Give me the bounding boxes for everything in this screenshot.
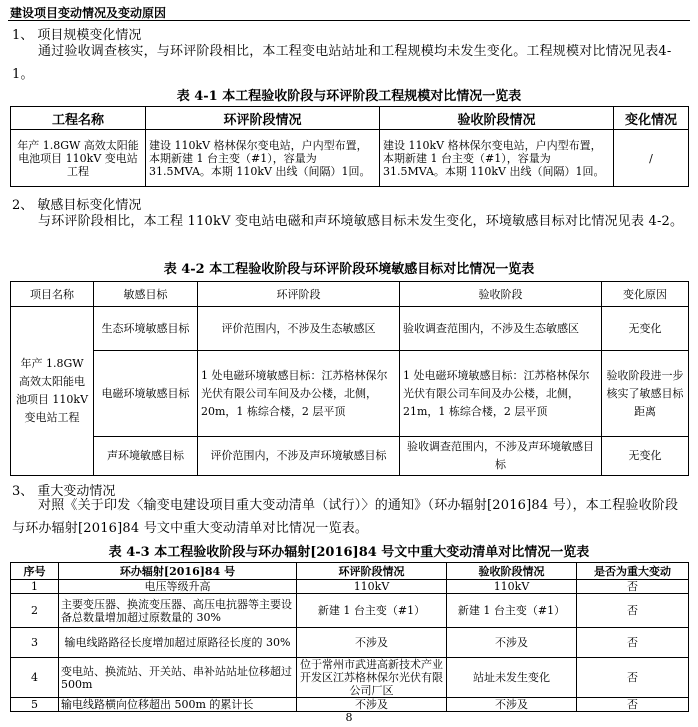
table-row [11, 307, 689, 351]
table2-header-target: 敏感目标 [94, 282, 198, 307]
table1-cell-name: 年产 1.8GW 高效太阳能电池项目 110kV 变电站工程 [11, 130, 146, 187]
table3-cell-eia: 不涉及 [297, 628, 447, 658]
table3-cell-no: 1 [11, 580, 59, 594]
table2-cell-target: 电磁环境敏感目标 [94, 351, 198, 437]
table3-cell-no: 4 [11, 658, 59, 698]
table3-header-no: 序号 [11, 563, 59, 580]
table3-header-major: 是否为重大变动 [577, 563, 689, 580]
table3-caption: 表 4-3 本工程验收阶段与环办辐射[2016]84 号文中重大变动清单对比情况一览表 [108, 545, 590, 560]
section2-heading: 2、 敏感目标变化情况 [12, 198, 142, 213]
table3-cell-item: 输电线路横向位移超出 500m 的累计长 [59, 698, 297, 712]
table-row [11, 580, 689, 594]
table3-cell-no: 3 [11, 628, 59, 658]
table2-header-eia: 环评阶段 [198, 282, 400, 307]
section1-heading: 1、 项目规模变化情况 [12, 28, 142, 43]
table3-cell-acceptance: 站址未发生变化 [447, 658, 577, 698]
table-row [11, 437, 689, 476]
table2-header-reason: 变化原因 [602, 282, 689, 307]
table2-cell-reason: 验收阶段进一步核实了敏感目标距离 [602, 351, 689, 437]
table2-cell-eia: 评价范围内，不涉及生态敏感区 [198, 307, 400, 351]
table-4-2 [10, 281, 689, 476]
table3-cell-major: 否 [577, 594, 689, 628]
table3-cell-acceptance: 不涉及 [447, 628, 577, 658]
table-4-3 [10, 562, 689, 712]
table-row [11, 658, 689, 698]
table3-header-acceptance: 验收阶段情况 [447, 563, 577, 580]
table3-cell-acceptance: 不涉及 [447, 698, 577, 712]
section3-heading: 3、 重大变动情况 [12, 484, 116, 499]
table3-cell-major: 否 [577, 698, 689, 712]
table2-cell-reason: 无变化 [602, 437, 689, 476]
table3-cell-major: 否 [577, 580, 689, 594]
table-row [11, 628, 689, 658]
table3-cell-item: 电压等级升高 [59, 580, 297, 594]
table1-header-acceptance: 验收阶段情况 [380, 107, 614, 130]
table3-header-eia: 环评阶段情况 [297, 563, 447, 580]
table3-cell-item: 输电线路路径长度增加超过原路径长度的 30% [59, 628, 297, 658]
table2-cell-project: 年产 1.8GW 高效太阳能电池项目 110kV 变电站工程 [11, 307, 94, 476]
table3-cell-eia: 位于常州市武进高新技术产业开发区江苏格林保尔光伏有限公司厂区 [297, 658, 447, 698]
table1-header-name: 工程名称 [11, 107, 146, 130]
table3-header-item: 环办辐射[2016]84 号 [59, 563, 297, 580]
table3-cell-major: 否 [577, 658, 689, 698]
table-row [11, 594, 689, 628]
table2-cell-eia: 1 处电磁环境敏感目标：江苏格林保尔光伏有限公司车间及办公楼，北侧，20m，1 栋综合楼，2 层平顶 [198, 351, 400, 437]
table1-header-eia: 环评阶段情况 [146, 107, 380, 130]
table2-cell-target: 生态环境敏感目标 [94, 307, 198, 351]
table1-header-change: 变化情况 [614, 107, 689, 130]
table2-cell-target: 声环境敏感目标 [94, 437, 198, 476]
table-row [11, 351, 689, 437]
table3-cell-eia: 110kV [297, 580, 447, 594]
section1-paragraph: 通过验收调查核实，与环评阶段相比，本工程变电站站址和工程规模均未发生变化。工程规模对比情况见表4-1。 [12, 44, 672, 82]
header-rule [8, 20, 690, 21]
table2-cell-reason: 无变化 [602, 307, 689, 351]
table1-caption: 表 4-1 本工程验收阶段与环评阶段工程规模对比情况一览表 [176, 89, 522, 104]
table1-cell-eia: 建设 110kV 格林保尔变电站，户内型布置，本期新建 1 台主变（#1），容量为31.5MVA。本期 110kV 出线（间隔）1回。 [146, 130, 380, 187]
table2-caption: 表 4-2 本工程验收阶段与环评阶段环境敏感目标对比情况一览表 [163, 262, 535, 277]
table-row [11, 130, 689, 187]
table2-cell-eia: 评价范围内，不涉及声环境敏感目标 [198, 437, 400, 476]
table-4-1 [10, 106, 689, 187]
table2-cell-acceptance: 验收调查范围内，不涉及生态敏感区 [400, 307, 602, 351]
table-row [11, 698, 689, 712]
table3-cell-major: 否 [577, 628, 689, 658]
table1-cell-change: / [614, 130, 689, 187]
table3-cell-no: 2 [11, 594, 59, 628]
table3-cell-eia: 新建 1 台主变（#1） [297, 594, 447, 628]
page-header-title: 建设项目变动情况及变动原因 [10, 6, 167, 20]
page-number: 8 [345, 711, 353, 724]
table3-cell-no: 5 [11, 698, 59, 712]
table3-cell-acceptance: 新建 1 台主变（#1） [447, 594, 577, 628]
table3-cell-item: 主要变压器、换流变压器、高压电抗器等主要设备总数量增加超过原数量的 30% [59, 594, 297, 628]
section2-paragraph: 与环评阶段相比，本工程 110kV 变电站电磁和声环境敏感目标未发生变化，环境敏感目标对比情况见表 4-2。 [38, 214, 684, 229]
table2-header-project: 项目名称 [11, 282, 94, 307]
table3-cell-item: 变电站、换流站、开关站、串补站站址位移超过 500m [59, 658, 297, 698]
table2-header-acceptance: 验收阶段 [400, 282, 602, 307]
table3-cell-acceptance: 110kV [447, 580, 577, 594]
table1-cell-acceptance: 建设 110kV 格林保尔变电站，户内型布置，本期新建 1 台主变（#1），容量为31.5MVA。本期 110kV 出线（间隔）1回。 [380, 130, 614, 187]
table2-cell-acceptance: 1 处电磁环境敏感目标：江苏格林保尔光伏有限公司车间及办公楼，北侧，21m，1 栋综合楼，2 层平顶 [400, 351, 602, 437]
section3-paragraph: 对照《关于印发〈输变电建设项目重大变动清单（试行）〉的通知》（环办辐射[2016]84 号），本工程验收阶段与环办辐射[2016]84 号文中重大变动清单对比情况一览表。 [12, 498, 679, 536]
table3-cell-eia: 不涉及 [297, 698, 447, 712]
table2-cell-acceptance: 验收调查范围内，不涉及声环境敏感目标 [400, 437, 602, 476]
